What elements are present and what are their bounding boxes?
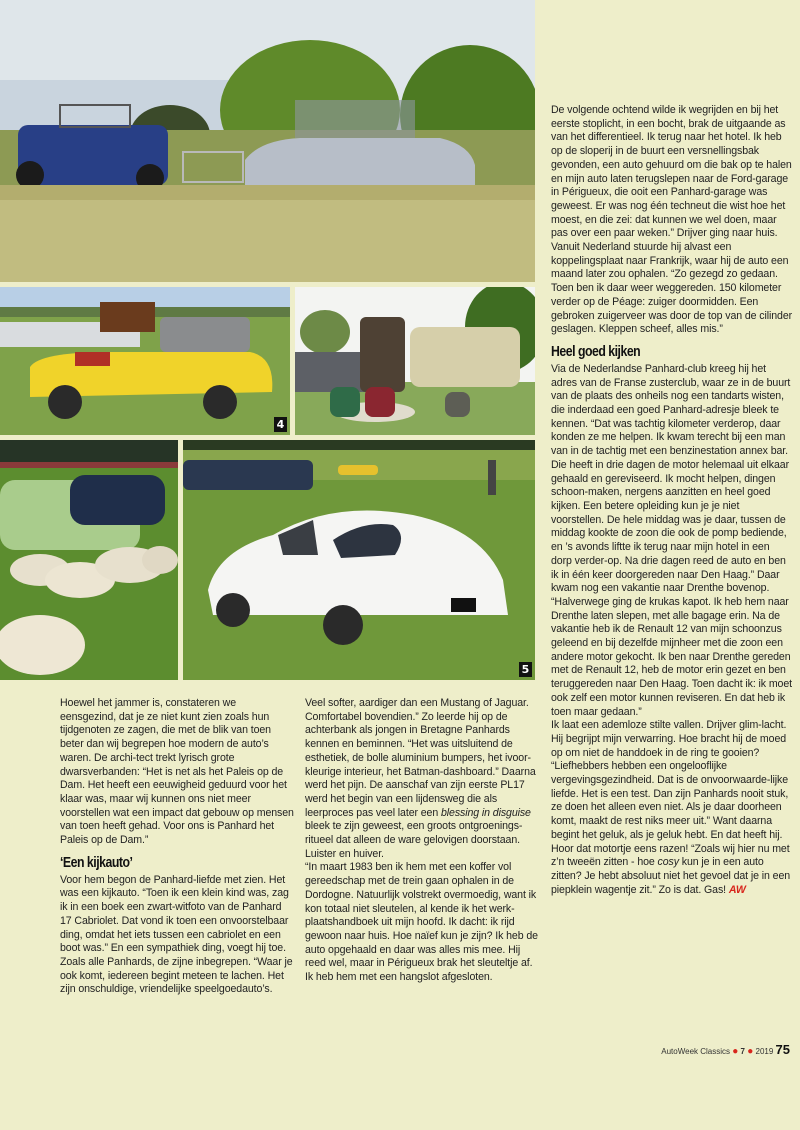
picnic-photo	[295, 287, 535, 435]
sheep-image	[0, 440, 178, 680]
sheep-photo	[0, 440, 178, 680]
paragraph: Hoewel het jammer is, constateren we eensgezind, dat je ze niet kunt zien zoals hun tijdgenoten ze zagen, die met de blik van toen beter dan wij begrepen hoe modern de auto’s waren. De archi-tect trekt lyrisch grote dwarsverbanden: “Het is net als het Paleis op de Dam. Het heeft een eeuwigheid geduurd voor het klaar was, maar wij kunnen ons niet meer voorstellen wat een impact dat gebouw op mensen van toen heeft gehad. Voor ons is Panhard het Paleis op de Dam.”	[60, 697, 294, 847]
article-column-middle	[305, 697, 539, 985]
issue-number: 7	[740, 1047, 745, 1056]
hero-photo-image	[0, 0, 535, 282]
white-coupe-image	[183, 440, 535, 680]
hero-photo	[0, 0, 535, 282]
article-column-left	[60, 697, 294, 997]
issue-year: 2019	[755, 1047, 774, 1056]
page-number: 75	[775, 1042, 790, 1057]
photo-number-4: 4	[274, 417, 287, 432]
yellow-roadster-image	[0, 287, 290, 435]
photo-number-5: 5	[519, 662, 532, 677]
separator-dot: ●	[732, 1046, 739, 1057]
publication-name: AutoWeek Classics	[661, 1047, 731, 1056]
paragraph: Via de Nederlandse Panhard-club kreeg hij het adres van de Franse zusterclub, waar ze in de buurt van de plaats des onheils nog een tandarts wisten, die inderdaad een goed Panhard-adresje bleek te kennen. “Dat was tachtig kilometer verderop, daar konden ze me helpen. Ik kwam terecht bij een man van in de tachtig met een benzinestation annex bar. Die heeft in drie dagen de motor helemaal uit elkaar gehaald en gereviseerd. Ik mocht helpen, dingen schoon-maken, nergens aanzitten en heel goed kijken. Een betere opleiding kun je je niet voorstellen. De hele middag was je daar, tussen de middag kookte de zoon die ook de pomp bediende, en ’s avonds liftte ik terug naar mijn hotel in een dorp verder-op. Na drie dagen reed de auto en ben ik in één keer doorgereden naar Den Haag.” Daar kwam nog een vakantie naar Drenthe bovenop. “Halverwege ging de krukas kapot. Ik heb hem naar Drenthe laten slepen, met alle bagage erin. Na de vakantie heb ik de Renault 12 van mijn schoonzus geleend en bij dezelfde mijnheer met die zoon een andere motor gekocht. Ik ben naar Drenthe gereden met de Renault 12, heb de motor erin gezet en ben teruggereden naar Den Haag. Toen dacht ik: ik moet ook zelf een motor kunnen reviseren. En dat heb ik toen maar gedaan.”	[551, 362, 792, 718]
paragraph: De volgende ochtend wilde ik wegrijden en bij het eerste stoplicht, in een bocht, brak de uitgaande as van het differentieel. Ik terug naar het hotel. Ik heb op de sloperij in de buurt een versnellingsbak gevonden, een auto gehuurd om die bak op te halen en mijn auto laten terugslepen naar de Ford-garage in Périgueux, die ooit een Panhard-garage was geweest. Er was nog één techneut die wist hoe het moest, en die zei: dat kunnen we wel doen, maar pas over een paar weken.” Drijver ging naar huis. Vanuit Nederland stuurde hij alvast een koppelingsplaat naar Frankrijk, waar hij de auto een maand later zou ophalen. “Zo gezegd zo gedaan. Toen ben ik daar weer weggereden. 150 kilometer verder op de Péage: zuiger doormidden. Een gebroken zuigerveer was door de top van de cilinder geslagen. Kleppen scheef, alles mis.”	[551, 104, 793, 336]
white-coupe-photo	[183, 440, 535, 680]
paragraph: Veel softer, aardiger dan een Mustang of Jaguar. Comfortabel bovendien.” Zo leerde hij op de achterbank als jongen in Bretagne Panhards kennen en beminnen. “Het was uitsluitend de esthetiek, de bolle aluminium bumpers, het ivoor-kleurige interieur, het Batman-dashboard.” Daarna werd het pijn. De aanschaf van zijn eerste PL17 werd het begin van een lijdensweg die als leerproces pas veel later een blessing in disguise bleek te zijn geweest, een groots ontgroenings-ritueel dat alleen de ware gelovigen doorstaan. Luister en huiver.	[305, 697, 536, 860]
end-mark-logo: AW	[728, 883, 746, 896]
paragraph: “In maart 1983 ben ik hem met een koffer vol gereedschap met de trein gaan ophalen in de Dordogne. Natuurlijk volstrekt overmoedig, want ik kon totaal niet sleutelen, al kende ik het werk-plaatshandboek uit mijn hoofd. Ik dacht: ik rijd gewoon naar huis. Hoe naïef kun je zijn? Ik heb de auto opgehaald en daar was alles mis mee. Hij reed wel, maar in Périgueux brak het sleuteltje af. Ik heb hem met een hangslot afgesloten.	[305, 861, 538, 984]
paragraph: Voor hem begon de Panhard-liefde met zien. Het was een kijkauto. “Toen ik een klein kind was, zag ik in een boek een zwart-witfoto van de Panhard 17 Cabriolet. Dat vond ik toen een onvoorstelbaar ding, omdat het iets tussen een cabriolet en een boot was.” En een sympathiek ding, voegt hij toe. Zoals alle Panhards, de zijne inbegrepen. “Waar je ook komt, iedereen begint meteen te lachen. Het zijn onschuldige, vriendelijke speelgoedauto’s.	[60, 873, 293, 996]
picnic-image	[295, 287, 535, 435]
paragraph-closing	[551, 719, 793, 897]
article-column-right	[551, 104, 793, 897]
yellow-roadster-photo	[0, 287, 290, 435]
section-heading-een-kijkauto: ‘Een kijkauto’	[60, 853, 133, 871]
section-heading-heel-goed-kijken: Heel goed kijken	[551, 342, 641, 360]
separator-dot: ●	[747, 1046, 754, 1057]
closing-text: Ik laat een ademloze stilte vallen. Drijver glim-lacht. Hij begrijpt mijn verwarring. Hoe bracht hij de moed op om niet de handdoek in de ring te gooien? “Liefhebbers hebben een ongelooflijke vergevingsgezindheid. Dat is de onvoorwaarde-lijke liefde. Het is een test. Dan zijn Panhards nooit stuk, ze doen het alleen even niet. Als je daar doorheen komt, maakt de rest niks meer uit.” Want daarna begint het geluk, als je geluk hebt. En dat heeft hij. Hoor dat motortje eens razen! “Zoals wij hier nu met z’n tweeën zitten - hoe cosy kun je in een auto zitten? Je hebt absoluut niet het gevoel dat je in een piepklein wagentje zit.” Zo is dat. Gas!	[551, 719, 791, 896]
page-footer	[640, 1042, 790, 1057]
